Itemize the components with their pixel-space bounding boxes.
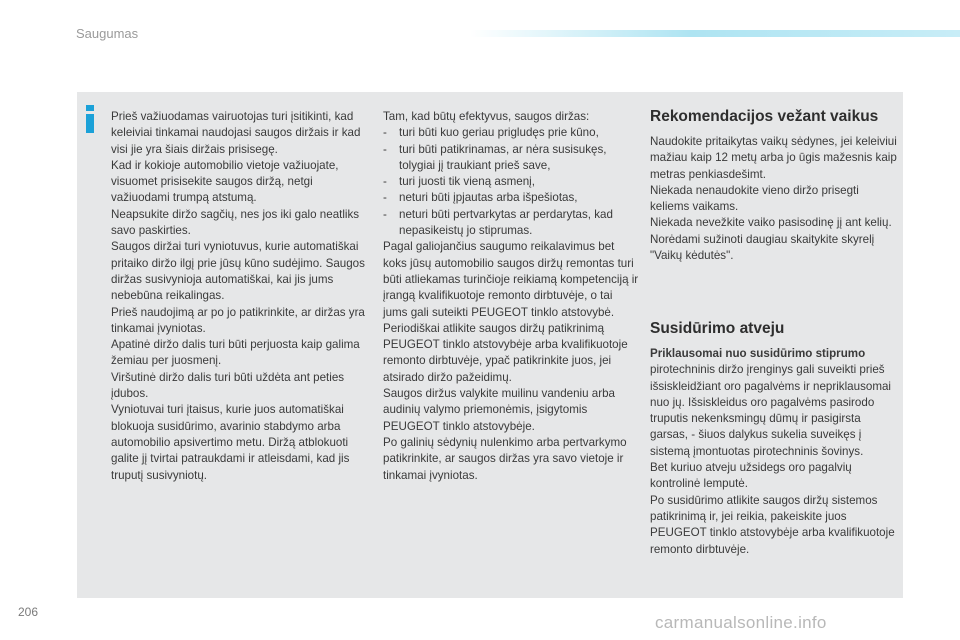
- list-item: - neturi būti įpjautas arba išpešiotas,: [383, 191, 578, 205]
- info-paragraph: Prieš važiuodamas vairuotojas turi įsitikinti, kad keleiviai tinkamai naudojasi saugos diržais ir kad visi jie yra šiais diržais prisisegę.: [111, 110, 361, 156]
- info-paragraph: Neapsukite diržo sagčių, nes jos iki galo neatliks savo paskirties.: [111, 207, 360, 238]
- body-paragraph: Po galinių sėdynių nulenkimo arba pertvarkymo patikrinkite, ar saugos diržas yra savo vietoje ir tinkamai įvyniotas.: [383, 435, 627, 482]
- body-paragraph: Niekada nenaudokite vieno diržo prisegti keliems vaikams.: [650, 183, 859, 214]
- body-paragraph: [650, 346, 900, 460]
- lead-rest: pirotechninis diržo įrenginys gali suveikti prieš išsiskleidžiant oro pagalvėms ir nepriklausomai nuo jų. Išsiskleidus oro pagalvėms pasirodo truputis nekenksmingų dūmų ir pasigirsta garsas, - šiuos dalykus sukelia suveikęs į sistemą įmontuotas pirotechninis šovinys.: [650, 363, 891, 458]
- body-paragraph: Periodiškai atlikite saugos diržų patikrinimą PEUGEOT tinklo atstovybėje arba kvalifikuotoje remonto dirbtuvėje, ypač patikrinkite juos, jei atsirado diržo pažeidimų.: [383, 321, 628, 384]
- body-paragraph: Niekada nevežkite vaiko pasisodinę jį ant kelių.: [650, 216, 892, 230]
- header-gradient-bar: [470, 30, 960, 37]
- body-paragraph: Norėdami sužinoti daugiau skaitykite skyrelį "Vaikų kėdutės".: [650, 232, 875, 263]
- info-paragraph: Saugos diržai turi vyniotuvus, kurie automatiškai pritaiko diržo ilgį prie jūsų kūno sudėjimo. Saugos diržas susivynioja automatiškai, kai jis jums nebebūna reikalingas.: [111, 240, 365, 303]
- body-paragraph: Po susidūrimo atlikite saugos diržų sistemos patikrinimą ir, jei reikia, pakeiskite juos PEUGEOT tinklo atstovybėje arba kvalifikuotoje remonto dirbtuvėje.: [650, 493, 895, 556]
- intro-text: Tam, kad būtų efektyvus, saugos diržas:: [383, 110, 590, 123]
- info-paragraph: Vyniotuvai turi įtaisus, kurie juos automatiškai blokuoja susidūrimo, avarinio stabdymo arba automobilio apsivertimo metu. Diržą atblokuoti galite jį tvirtai patraukdami ir atleisdami, kad jis truputį susivyniotų.: [111, 403, 350, 482]
- body-paragraph: Saugos diržus valykite muilinu vandeniu arba audinių valymo priemonėmis, įsigytomis PEUGEOT tinklo atstovybėje.: [383, 387, 616, 433]
- body-paragraph: Naudokite pritaikytas vaikų sėdynes, jei keleiviui mažiau kaip 12 metų arba jo ūgis mažesnis kaip metras penkiasdešimt.: [650, 135, 897, 181]
- list-item: - neturi būti pertvarkytas ar perdarytas, kad nepasikeistų jo stiprumas.: [383, 207, 613, 238]
- info-paragraph: Viršutinė diržo dalis turi būti uždėta ant peties įdubos.: [111, 370, 345, 401]
- list-item: - turi būti kuo geriau prigludęs prie kūno,: [383, 126, 599, 140]
- info-paragraph: Prieš naudojimą ar po jo patikrinkite, ar diržas yra tinkamai įvyniotas.: [111, 305, 365, 335]
- info-text-column: [111, 109, 371, 484]
- info-icon: [82, 103, 106, 135]
- page-number: 206: [18, 605, 39, 619]
- recommendations-text: [650, 134, 900, 264]
- body-paragraph: Bet kuriuo atveju užsidegs oro pagalvių kontrolinė lemputė.: [650, 461, 852, 491]
- list-item: - turi būti patikrinamas, ar nėra susisukęs, tolygiai jį traukiant prieš save,: [383, 142, 607, 172]
- info-paragraph: Apatinė diržo dalis turi būti perjuosta kaip galima žemiau per juosmenį.: [111, 338, 360, 368]
- seatbelt-text-column: [383, 109, 639, 484]
- info-paragraph: Kad ir kokioje automobilio vietoje važiuojate, visuomet prisisekite saugos diržą, netgi važiuodami trumpą atstumą.: [111, 158, 339, 205]
- body-paragraph: Pagal galiojančius saugumo reikalavimus bet koks jūsų automobilio saugos diržų remontas turi būti atliekamas turinčioje reikiamą kompetenciją ir įrangą kvalifikuotoje remonto dirbtuvėje, o tai jums gali suteikti PEUGEOT tinklo atstovybė.: [383, 240, 639, 319]
- recommendations-heading: Rekomendacijos vežant vaikus: [650, 108, 879, 125]
- watermark: carmanualsonline.info: [655, 613, 827, 632]
- bold-lead: Priklausomai nuo susidūrimo stiprumo: [650, 347, 866, 360]
- list-item: - turi juosti tik vieną asmenį,: [383, 175, 535, 189]
- collision-heading: Susidūrimo atveju: [650, 320, 785, 337]
- section-title: Saugumas: [76, 26, 139, 41]
- collision-text: [650, 346, 900, 558]
